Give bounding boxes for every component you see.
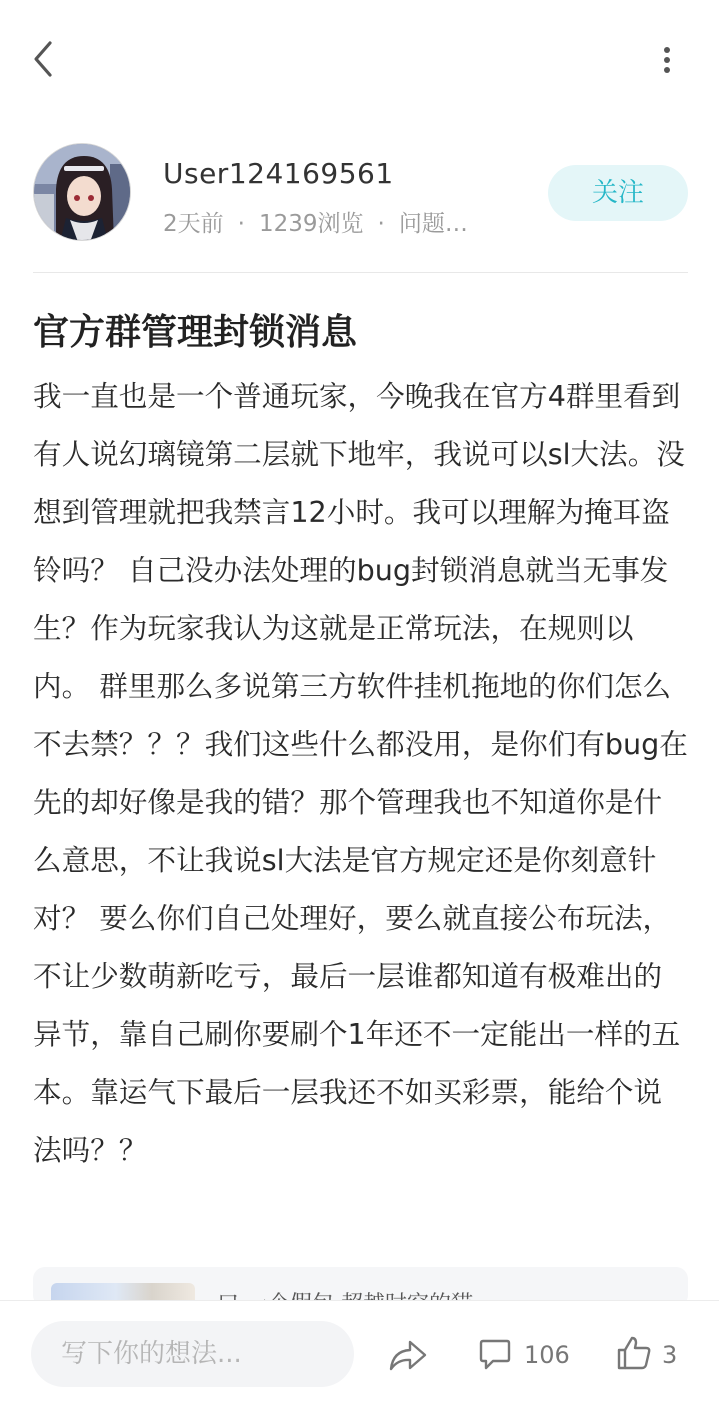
username[interactable]: User124169561 bbox=[163, 157, 394, 190]
more-vertical-icon bbox=[650, 40, 684, 80]
post-category[interactable]: 问题… bbox=[398, 211, 468, 237]
avatar[interactable] bbox=[33, 143, 131, 241]
meta-separator: · bbox=[377, 211, 385, 237]
thumbs-up-icon bbox=[616, 1335, 652, 1371]
avatar-image bbox=[34, 144, 131, 241]
share-button[interactable] bbox=[388, 1338, 428, 1372]
like-count: 3 bbox=[662, 1341, 678, 1369]
comment-count: 106 bbox=[524, 1341, 570, 1369]
share-icon bbox=[388, 1338, 428, 1372]
view-count: 1239浏览 bbox=[258, 211, 364, 237]
bottom-action-bar bbox=[0, 1300, 719, 1407]
top-nav-bar bbox=[0, 0, 719, 120]
comment-input[interactable]: 写下你的想法... bbox=[31, 1321, 354, 1387]
comment-icon bbox=[478, 1337, 512, 1371]
post-meta bbox=[163, 205, 468, 238]
post-body: 我一直也是一个普通玩家，今晚我在官方4群里看到有人说幻璃镜第二层就下地牢，我说可以sl大法。没想到管理就把我禁言12小时。我可以理解为掩耳盗铃吗？ 自己没办法处理的bug封锁消息就当无事发生？作为玩家我认为这就是正常玩法，在规则以内。 群里那么多说第三方软件挂机拖地的你们怎么不去禁？？？我们这些什么都没用，是你们有bug在先的却好像是我的错？那个管理我也不知道你是什么意思，不让我说sl大法是官方规定还是你刻意针对？ 要么你们自己处理好，要么就直接公布玩法，不让少数萌新吃亏，最后一层谁都知道有极难出的异节，靠自己刷你要刷个1年还不一定能出一样的五本。靠运气下最后一层我还不如买彩票，能给个说法吗？？ bbox=[33, 379, 688, 1167]
post-time: 2天前 bbox=[163, 211, 224, 237]
author-header bbox=[33, 143, 688, 243]
post-title: 官方群管理封锁消息 bbox=[33, 312, 358, 353]
meta-separator: · bbox=[237, 211, 245, 237]
more-options-button[interactable] bbox=[650, 40, 684, 80]
follow-button[interactable]: 关注 bbox=[548, 165, 688, 221]
back-button[interactable] bbox=[26, 36, 62, 82]
header-divider bbox=[33, 272, 688, 273]
back-icon bbox=[26, 36, 62, 82]
